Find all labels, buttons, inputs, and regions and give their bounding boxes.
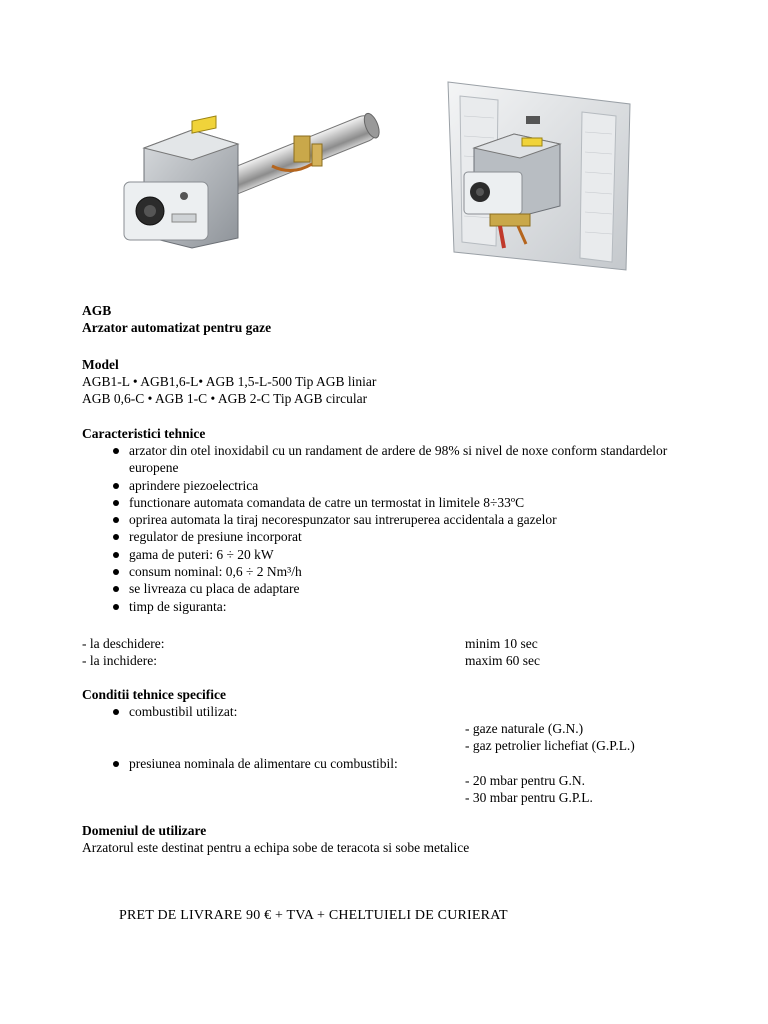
- linear-burner-image: [122, 96, 384, 266]
- list-item: oprirea automata la tiraj necorespunzator sau intreruperea accidentala a gazelor: [82, 511, 689, 528]
- pressure-value: - 20 mbar pentru G.N.: [465, 773, 585, 788]
- safety-value: minim 10 sec: [465, 636, 538, 651]
- list-item: arzator din otel inoxidabil cu un randament de ardere de 98% si nivel de noxe conform standardelor europene: [82, 442, 689, 477]
- list-item: gama de puteri: 6 ÷ 20 kW: [82, 546, 689, 563]
- fuel-value: - gaz petrolier lichefiat (G.P.L.): [465, 738, 635, 753]
- list-item: se livreaza cu placa de adaptare: [82, 580, 689, 597]
- list-item: presiunea nominala de alimentare cu combustibil:: [82, 755, 689, 772]
- list-item: timp de siguranta:: [82, 598, 689, 615]
- list-item: regulator de presiune incorporat: [82, 528, 689, 545]
- list-item: aprindere piezoelectrica: [82, 477, 689, 494]
- safety-label: - la inchidere:: [82, 653, 157, 668]
- model-line-circular: AGB 0,6-C • AGB 1-C • AGB 2-C Tip AGB circular: [82, 391, 368, 406]
- fuel-list: [82, 703, 689, 720]
- list-item: functionare automata comandata de catre un termostat in limitele 8÷33ºC: [82, 494, 689, 511]
- characteristics-heading: Caracteristici tehnice: [82, 426, 206, 441]
- pressure-value: - 30 mbar pentru G.P.L.: [465, 790, 593, 805]
- conditions-heading: Conditii tehnice specifice: [82, 687, 226, 702]
- list-item: combustibil utilizat:: [82, 703, 689, 720]
- product-subtitle: Arzator automatizat pentru gaze: [82, 320, 272, 335]
- model-line-linear: AGB1-L • AGB1,6-L• AGB 1,5-L-500 Tip AGB liniar: [82, 374, 377, 389]
- safety-value: maxim 60 sec: [465, 653, 540, 668]
- pressure-list: [82, 755, 689, 772]
- fuel-value: - gaze naturale (G.N.): [465, 721, 584, 736]
- usage-heading: Domeniul de utilizare: [82, 823, 207, 838]
- list-item: consum nominal: 0,6 ÷ 2 Nm³/h: [82, 563, 689, 580]
- safety-label: - la deschidere:: [82, 636, 165, 651]
- characteristics-list: [82, 442, 689, 615]
- circular-burner-plate-image: [440, 76, 636, 272]
- delivery-price: PRET DE LIVRARE 90 € + TVA + CHELTUIELI DE CURIERAT: [119, 908, 508, 923]
- usage-text: Arzatorul este destinat pentru a echipa sobe de teracota si sobe metalice: [82, 840, 470, 855]
- product-code: AGB: [82, 303, 112, 318]
- model-heading: Model: [82, 357, 119, 372]
